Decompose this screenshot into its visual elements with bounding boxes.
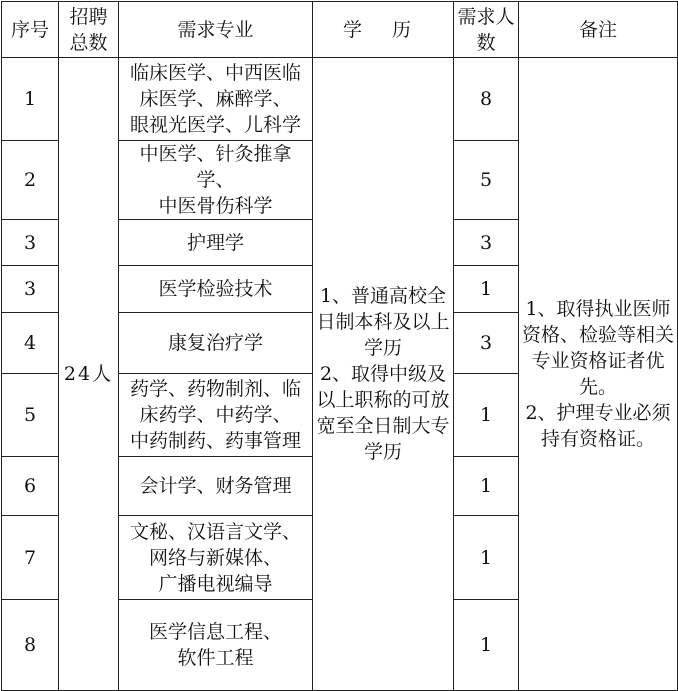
header-seq: 序号: [2, 2, 59, 58]
row-major: 医学检验技术: [119, 266, 313, 313]
row-seq: 6: [2, 457, 59, 516]
remarks: 1、取得执业医师资格、检验等相关专业资格证者优先。 2、护理专业必须持有资格证。: [519, 58, 678, 691]
row-count: 1: [454, 374, 519, 457]
row-major: 药学、药物制剂、临 床药学、中药学、 中药制药、药事管理: [119, 374, 313, 457]
row-seq: 2: [2, 141, 59, 220]
row-count: 5: [454, 141, 519, 220]
row-major: 医学信息工程、 软件工程: [119, 600, 313, 691]
header-major: 需求专业: [119, 2, 313, 58]
header-row: [2, 2, 678, 58]
recruit-total: 24人: [59, 58, 119, 691]
header-note: 备注: [519, 2, 678, 58]
header-total: 招聘总数: [59, 2, 119, 58]
row-major: 护理学: [119, 220, 313, 266]
row-count: 3: [454, 220, 519, 266]
row-major: 中医学、针灸推拿学、 中医骨伤科学: [119, 141, 313, 220]
header-count: 需求人数: [454, 2, 519, 58]
row-count: 1: [454, 266, 519, 313]
row-seq: 1: [2, 58, 59, 141]
table-row: [2, 58, 678, 141]
row-seq: 5: [2, 374, 59, 457]
education-requirement: 1、普通高校全日制本科及以上学历 2、取得中级及以上职称的可放宽至全日制大专学历: [313, 58, 454, 691]
row-seq: 7: [2, 516, 59, 600]
row-count: 1: [454, 457, 519, 516]
row-major: 会计学、财务管理: [119, 457, 313, 516]
row-count: 3: [454, 313, 519, 374]
header-education: 学 历: [313, 2, 454, 58]
row-seq: 3: [2, 266, 59, 313]
row-major: 康复治疗学: [119, 313, 313, 374]
row-seq: 4: [2, 313, 59, 374]
row-count: 1: [454, 600, 519, 691]
row-count: 1: [454, 516, 519, 600]
row-count: 8: [454, 58, 519, 141]
recruitment-table: [1, 1, 678, 691]
row-seq: 8: [2, 600, 59, 691]
row-major: 临床医学、中西医临 床医学、麻醉学、 眼视光医学、儿科学: [119, 58, 313, 141]
row-seq: 3: [2, 220, 59, 266]
row-major: 文秘、汉语言文学、 网络与新媒体、 广播电视编导: [119, 516, 313, 600]
